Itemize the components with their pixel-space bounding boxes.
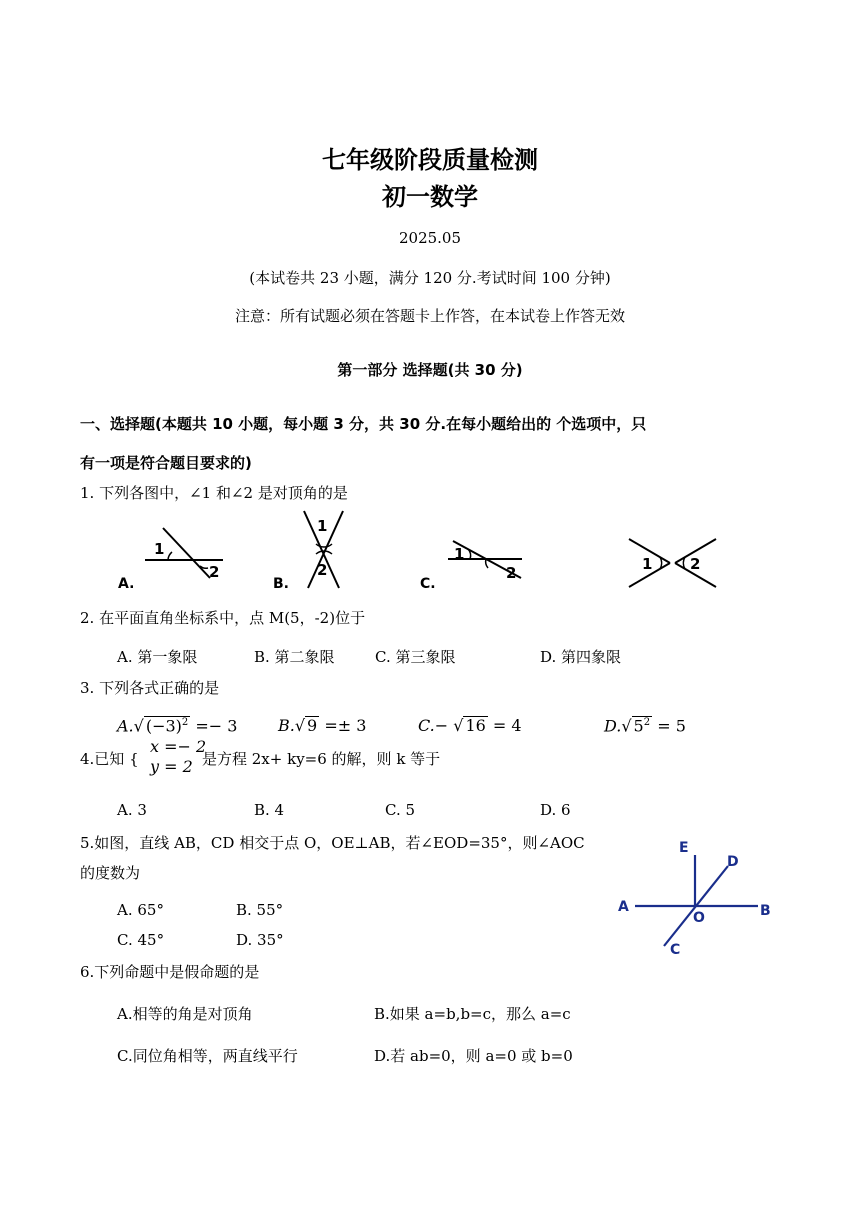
- q4-suffix: 是方程 2x+ ky=6 的解，则 k 等于: [202, 750, 441, 768]
- q1-fig-c-label: C.: [420, 576, 436, 590]
- q3-option-c-rhs: = 4: [492, 716, 522, 735]
- q2-option-a: A. 第一象限: [117, 648, 198, 666]
- q3-option-c-prefix: −: [434, 716, 449, 735]
- q4-option-c: C. 5: [385, 801, 416, 819]
- q1-fig-b-angle1: 1: [317, 517, 328, 535]
- radical-icon: √: [294, 716, 306, 735]
- q3-option-d-label: D.: [604, 716, 622, 736]
- q3-option-a-exponent: 2: [181, 717, 189, 728]
- q1-fig-a-angle1: 1: [154, 540, 165, 558]
- q3-option-a-rhs: =− 3: [195, 716, 238, 736]
- section1-heading-line1: 一、选择题(本题共 10 小题，每小题 3 分，共 30 分.在每小题给出的 个选项中，只: [80, 415, 647, 433]
- q1-fig-c-angle2: 2: [506, 564, 517, 582]
- q3-option-d-exponent: 2: [643, 717, 651, 728]
- q3-option-d: [604, 716, 686, 735]
- q3-option-a: [117, 716, 237, 735]
- q6-stem: 6.下列命题中是假命题的是: [80, 963, 260, 981]
- q3-stem: 3. 下列各式正确的是: [80, 679, 220, 697]
- q1-figures: [110, 508, 740, 590]
- q5-line2: 的度数为: [80, 864, 141, 882]
- radical-icon: √: [621, 716, 632, 736]
- q4-option-d: D. 6: [540, 801, 571, 819]
- q4-eq2: y = 2: [150, 757, 193, 776]
- q5-point-e: E: [679, 840, 689, 856]
- q1-fig-a-angle2: 2: [209, 563, 220, 581]
- q3-option-d-rhs: = 5: [657, 716, 686, 736]
- q5-point-o: O: [693, 910, 705, 926]
- q1-figure-d: [629, 539, 716, 587]
- q1-stem: 1. 下列各图中，∠1 和∠2 是对顶角的是: [80, 484, 348, 502]
- q5-line1: 5.如图，直线 AB，CD 相交于点 O，OE⊥AB，若∠EOD=35°，则∠AOC: [80, 834, 585, 852]
- q3-option-b-radicand: 9: [307, 716, 318, 735]
- q1-figure-b: [273, 511, 343, 590]
- q1-fig-a-label: A.: [118, 576, 135, 590]
- q5-option-b: B. 55°: [236, 901, 284, 919]
- q6-option-a: A.相等的角是对顶角: [117, 1005, 253, 1023]
- q5-figure: [610, 830, 780, 960]
- q3-option-a-radicand: (−3): [145, 716, 182, 736]
- q3-option-c-label: C.: [418, 716, 435, 735]
- q1-fig-c-angle1: 1: [454, 545, 465, 563]
- radical-icon: √: [453, 716, 464, 735]
- q5-option-d: D. 35°: [236, 931, 284, 949]
- q3-option-c: [418, 716, 522, 735]
- q3-option-b: [278, 716, 366, 735]
- section1-heading-line2: 有一项是符合题目要求的): [80, 454, 252, 472]
- q6-option-b: B.如果 a=b,b=c，那么 a=c: [374, 1005, 571, 1023]
- q3-option-b-rhs: =± 3: [324, 716, 367, 735]
- q4-eq1: x =− 2: [150, 737, 207, 756]
- q6-option-d: D.若 ab=0，则 a=0 或 b=0: [374, 1047, 573, 1065]
- exam-notice: 注意：所有试题必须在答题卡上作答，在本试卷上作答无效: [234, 307, 625, 325]
- q2-option-b: B. 第二象限: [254, 648, 335, 666]
- exam-date: 2025.05: [398, 229, 462, 247]
- q5-point-b: B: [760, 903, 771, 919]
- q1-figure-c: [420, 541, 522, 590]
- q2-option-c: C. 第三象限: [375, 648, 456, 666]
- q6-option-c: C.同位角相等，两直线平行: [117, 1047, 298, 1065]
- q5-option-a: A. 65°: [117, 901, 164, 919]
- q4-option-b: B. 4: [254, 801, 285, 819]
- q5-option-c: C. 45°: [117, 931, 165, 949]
- q3-option-b-label: B.: [278, 716, 295, 735]
- q1-fig-d-angle2: 2: [690, 555, 701, 573]
- q3-option-d-radicand: 5: [633, 716, 644, 736]
- exam-info: (本试卷共 23 小题，满分 120 分.考试时间 100 分钟): [249, 269, 611, 287]
- part1-title: 第一部分 选择题(共 30 分): [337, 361, 523, 379]
- q5-point-a: A: [618, 899, 629, 915]
- radical-icon: √: [133, 716, 144, 736]
- q3-option-a-label: A.: [117, 716, 134, 736]
- q5-point-d: D: [727, 854, 739, 870]
- q3-option-c-radicand: 16: [465, 716, 486, 735]
- q1-fig-b-angle2: 2: [317, 561, 328, 579]
- q2-stem: 2. 在平面直角坐标系中，点 M(5，-2)位于: [80, 609, 366, 627]
- q4-prefix: 4.已知 {: [80, 750, 139, 768]
- exam-subtitle: 初一数学: [382, 183, 478, 211]
- q1-fig-d-angle1: 1: [642, 555, 653, 573]
- q4-option-a: A. 3: [117, 801, 147, 819]
- q5-point-c: C: [670, 942, 681, 958]
- exam-title: 七年级阶段质量检测: [322, 146, 538, 174]
- q1-figure-a: [118, 528, 223, 590]
- q1-fig-b-label: B.: [273, 576, 289, 590]
- q2-option-d: D. 第四象限: [540, 648, 622, 666]
